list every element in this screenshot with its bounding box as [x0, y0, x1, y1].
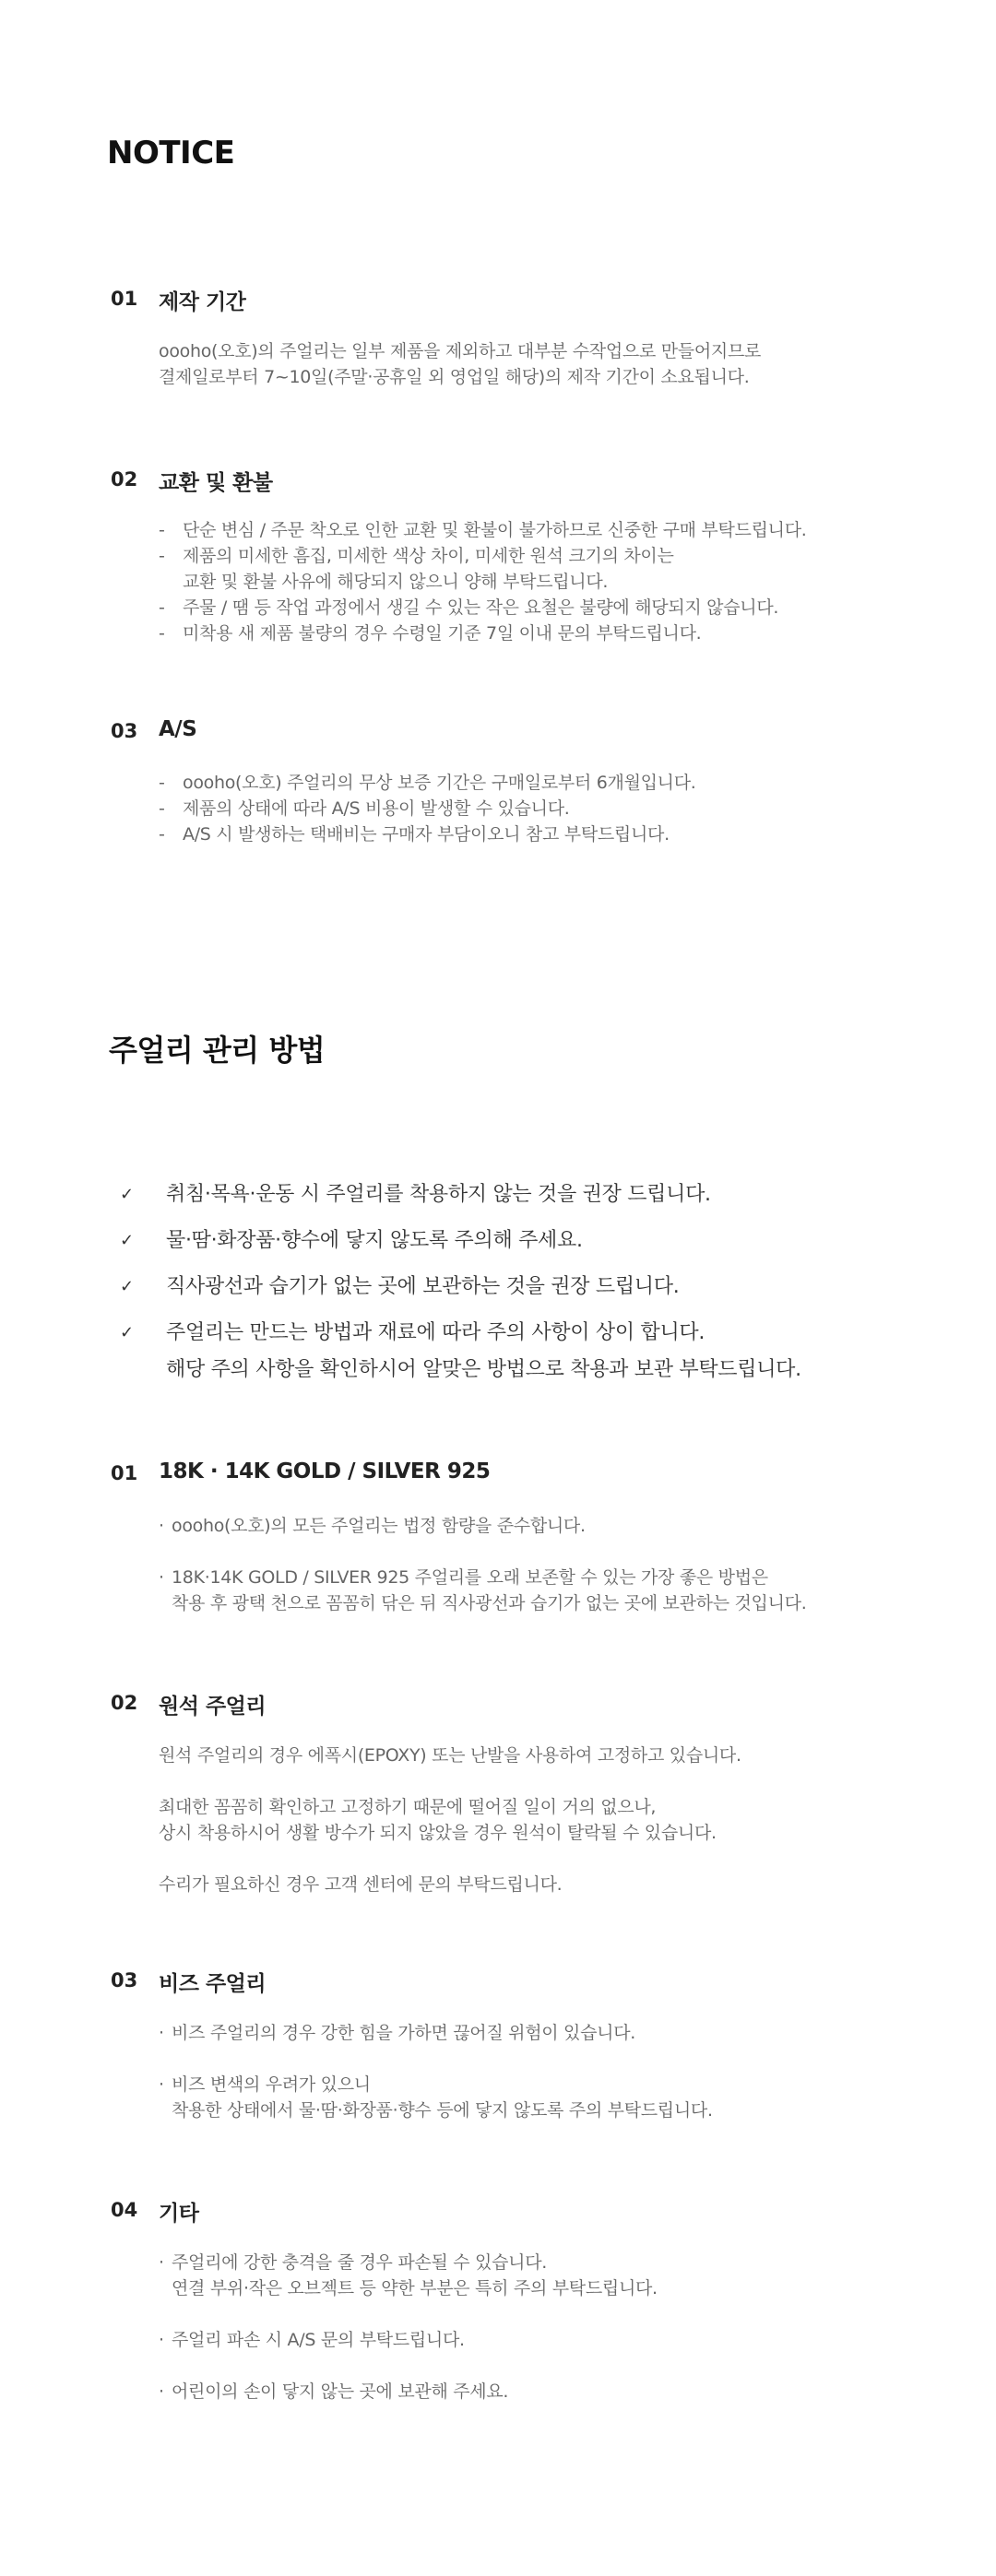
list-item — [159, 595, 807, 620]
list-line: 어린이의 손이 닿지 않는 곳에 보관해 주세요. — [172, 2381, 509, 2402]
section-title: 제작 기간 — [159, 290, 246, 314]
section-number: 02 — [111, 468, 138, 490]
dash-marker: - — [159, 824, 165, 845]
section-body — [159, 1743, 741, 1897]
list-item — [159, 517, 807, 543]
body-line: oooho(오호)의 주얼리는 일부 제품을 제외하고 대부분 수작업으로 만들어지므로 — [159, 341, 762, 361]
section-list — [159, 1513, 806, 1616]
list-item — [159, 1513, 806, 1539]
dot-marker: · — [159, 1567, 164, 1588]
body-line: 최대한 꼼꼼히 확인하고 고정하기 때문에 떨어질 일이 거의 없으나, — [159, 1797, 657, 1817]
dot-marker: · — [159, 2023, 164, 2043]
check-icon: ✓ — [120, 1231, 134, 1250]
section-title: 기타 — [159, 2202, 199, 2226]
list-line: A/S 시 발생하는 택배비는 구매자 부담이오니 참고 부탁드립니다. — [183, 824, 670, 845]
list-item — [159, 796, 696, 821]
list-line: 비즈 변색의 우려가 있으니 — [172, 2074, 371, 2095]
list-item — [159, 821, 696, 847]
dash-marker: - — [159, 773, 165, 793]
check-line: 직사광선과 습기가 없는 곳에 보관하는 것을 권장 드립니다. — [166, 1275, 680, 1298]
check-icon: ✓ — [120, 1277, 134, 1296]
check-item — [120, 1176, 801, 1213]
check-line: 해당 주의 사항을 확인하시어 알맞은 방법으로 착용과 보관 부탁드립니다. — [166, 1358, 801, 1381]
check-line: 물·땀·화장품·향수에 닿지 않도록 주의해 주세요. — [166, 1229, 583, 1252]
dot-marker: · — [159, 1516, 164, 1536]
check-line: 취침·목욕·운동 시 주얼리를 착용하지 않는 것을 권장 드립니다. — [166, 1183, 711, 1206]
list-item — [159, 2327, 658, 2353]
body-line: 상시 착용하시어 생활 방수가 되지 않았을 경우 원석이 탈락될 수 있습니다. — [159, 1823, 717, 1843]
list-item — [159, 2072, 713, 2123]
section-list — [159, 517, 807, 646]
check-item — [120, 1315, 801, 1388]
list-line: 단순 변심 / 주문 착오로 인한 교환 및 환불이 불가하므로 신중한 구매 부탁드립니다. — [183, 520, 807, 540]
section-title: A/S — [159, 717, 197, 741]
body-line: 수리가 필요하신 경우 고객 센터에 문의 부탁드립니다. — [159, 1874, 563, 1895]
section-number: 01 — [111, 288, 138, 310]
section-title: 교환 및 환불 — [159, 471, 273, 495]
dash-marker: - — [159, 623, 165, 644]
list-line: oooho(오호) 주얼리의 무상 보증 기간은 구매일로부터 6개월입니다. — [183, 773, 696, 793]
check-item — [120, 1269, 801, 1306]
dash-marker: - — [159, 520, 165, 540]
list-line: 주물 / 땜 등 작업 과정에서 생길 수 있는 작은 요철은 불량에 해당되지 않습니다. — [183, 597, 779, 618]
list-line: 비즈 주얼리의 경우 강한 힘을 가하면 끊어질 위험이 있습니다. — [172, 2023, 636, 2043]
section-list — [159, 770, 696, 847]
section-number: 01 — [111, 1462, 138, 1484]
section-list — [159, 2250, 658, 2405]
dash-marker: - — [159, 546, 165, 566]
check-icon: ✓ — [120, 1185, 134, 1204]
section-number: 02 — [111, 1692, 138, 1714]
dash-marker: - — [159, 597, 165, 618]
check-item — [120, 1223, 801, 1259]
dot-marker: · — [159, 2074, 164, 2095]
body-line: 원석 주얼리의 경우 에폭시(EPOXY) 또는 난발을 사용하여 고정하고 있습니다. — [159, 1745, 741, 1766]
list-item — [159, 1565, 806, 1616]
list-item — [159, 2250, 658, 2301]
dot-marker: · — [159, 2381, 164, 2402]
body-line: 결제일로부터 7~10일(주말·공휴일 외 영업일 해당)의 제작 기간이 소요됩니다. — [159, 367, 750, 387]
section-list — [159, 2020, 713, 2123]
list-line: 제품의 상태에 따라 A/S 비용이 발생할 수 있습니다. — [183, 798, 570, 819]
list-item — [159, 2020, 713, 2046]
list-line: 착용한 상태에서 물·땀·화장품·향수 등에 닿지 않도록 주의 부탁드립니다. — [172, 2100, 713, 2121]
section-title: 18K · 14K GOLD / SILVER 925 — [159, 1459, 491, 1483]
list-line: 교환 및 환불 사유에 해당되지 않으니 양해 부탁드립니다. — [183, 572, 609, 592]
list-line: oooho(오호)의 모든 주얼리는 법정 함량을 준수합니다. — [172, 1516, 586, 1536]
list-line: 주얼리에 강한 충격을 줄 경우 파손될 수 있습니다. — [172, 2252, 547, 2273]
list-item — [159, 543, 807, 595]
section-title: 비즈 주얼리 — [159, 1972, 267, 1996]
list-item — [159, 620, 807, 646]
care-title: 주얼리 관리 방법 — [109, 1033, 326, 1068]
dot-marker: · — [159, 2330, 164, 2350]
section-title: 원석 주얼리 — [159, 1695, 267, 1719]
dash-marker: - — [159, 798, 165, 819]
dot-marker: · — [159, 2252, 164, 2273]
care-checklist — [120, 1176, 801, 1388]
section-body — [159, 338, 761, 390]
notice-title: NOTICE — [107, 135, 235, 171]
list-line: 연결 부위·작은 오브젝트 등 약한 부분은 특히 주의 부탁드립니다. — [172, 2278, 658, 2298]
check-icon: ✓ — [120, 1323, 134, 1342]
section-number: 03 — [111, 1969, 138, 1991]
list-line: 주얼리 파손 시 A/S 문의 부탁드립니다. — [172, 2330, 465, 2350]
list-item — [159, 770, 696, 796]
section-number: 03 — [111, 720, 138, 742]
list-line: 18K·14K GOLD / SILVER 925 주얼리를 오래 보존할 수 있는 가장 좋은 방법은 — [172, 1567, 768, 1588]
check-line: 주얼리는 만드는 방법과 재료에 따라 주의 사항이 상이 합니다. — [166, 1321, 706, 1344]
list-line: 제품의 미세한 흠집, 미세한 색상 차이, 미세한 원석 크기의 차이는 — [183, 546, 674, 566]
list-line: 착용 후 광택 천으로 꼼꼼히 닦은 뒤 직사광선과 습기가 없는 곳에 보관하는 것입니다. — [172, 1593, 807, 1613]
list-line: 미착용 새 제품 불량의 경우 수령일 기준 7일 이내 문의 부탁드립니다. — [183, 623, 702, 644]
list-item — [159, 2379, 658, 2405]
section-number: 04 — [111, 2199, 138, 2221]
